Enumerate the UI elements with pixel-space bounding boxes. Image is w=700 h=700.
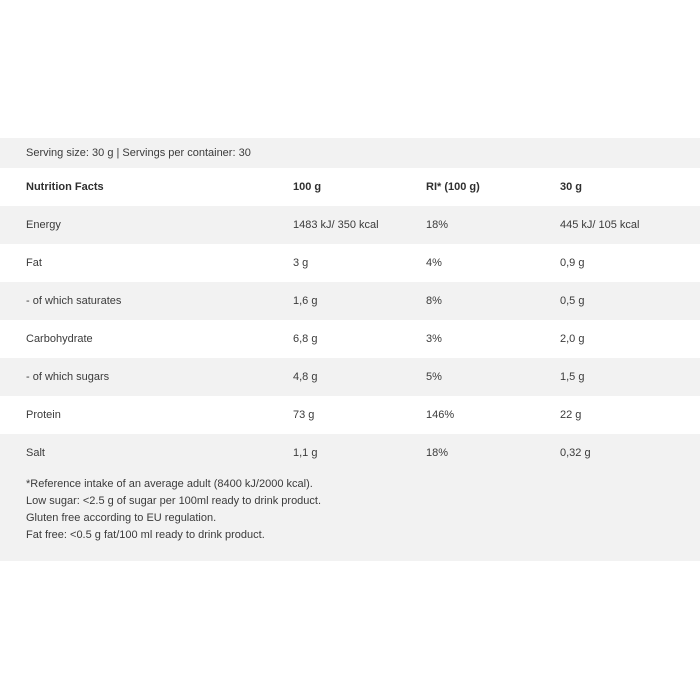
table-header-row <box>0 168 700 206</box>
value-per-serving: 0,32 g <box>560 447 591 459</box>
nutrition-panel <box>0 138 700 561</box>
nutrient-name: Fat <box>26 257 42 269</box>
value-per-100g: 1483 kJ/ 350 kcal <box>293 219 379 231</box>
value-per-serving: 2,0 g <box>560 333 585 345</box>
value-ri: 18% <box>426 219 449 231</box>
value-per-100g: 73 g <box>293 409 315 421</box>
value-ri: 5% <box>426 371 442 383</box>
table-row <box>0 282 700 320</box>
table-row <box>0 434 700 472</box>
value-ri: 8% <box>426 295 442 307</box>
table-row <box>0 396 700 434</box>
serving-info: Serving size: 30 g | Servings per container: 30 <box>26 147 251 159</box>
header-nutrition-facts: Nutrition Facts <box>26 181 104 193</box>
footnote-fat-free: Fat free: <0.5 g fat/100 ml ready to drink product. <box>26 529 265 541</box>
footnote-low-sugar: Low sugar: <2.5 g of sugar per 100ml ready to drink product. <box>26 495 322 507</box>
table-row <box>0 358 700 396</box>
header-ri: RI* (100 g) <box>426 181 480 193</box>
value-per-serving: 445 kJ/ 105 kcal <box>560 219 640 231</box>
value-per-serving: 1,5 g <box>560 371 585 383</box>
footnote-reference-intake: *Reference intake of an average adult (8400 kJ/2000 kcal). <box>26 478 313 490</box>
nutrient-name: - of which saturates <box>26 295 122 307</box>
value-ri: 3% <box>426 333 442 345</box>
footnote-gluten-free: Gluten free according to EU regulation. <box>26 512 217 524</box>
value-per-100g: 6,8 g <box>293 333 318 345</box>
nutrient-name: Protein <box>26 409 61 421</box>
value-ri: 18% <box>426 447 449 459</box>
value-per-serving: 22 g <box>560 409 582 421</box>
value-per-100g: 1,1 g <box>293 447 318 459</box>
value-per-serving: 0,9 g <box>560 257 585 269</box>
value-ri: 4% <box>426 257 442 269</box>
value-per-serving: 0,5 g <box>560 295 585 307</box>
nutrient-name: Salt <box>26 447 45 459</box>
value-per-100g: 1,6 g <box>293 295 318 307</box>
footnotes <box>26 476 321 544</box>
nutrient-name: - of which sugars <box>26 371 110 383</box>
header-per-100g: 100 g <box>293 181 322 193</box>
value-per-100g: 3 g <box>293 257 309 269</box>
table-row <box>0 320 700 358</box>
header-per-serving: 30 g <box>560 181 583 193</box>
nutrient-name: Carbohydrate <box>26 333 93 345</box>
value-ri: 146% <box>426 409 455 421</box>
nutrient-name: Energy <box>26 219 61 231</box>
value-per-100g: 4,8 g <box>293 371 318 383</box>
table-row <box>0 206 700 244</box>
table-row <box>0 244 700 282</box>
